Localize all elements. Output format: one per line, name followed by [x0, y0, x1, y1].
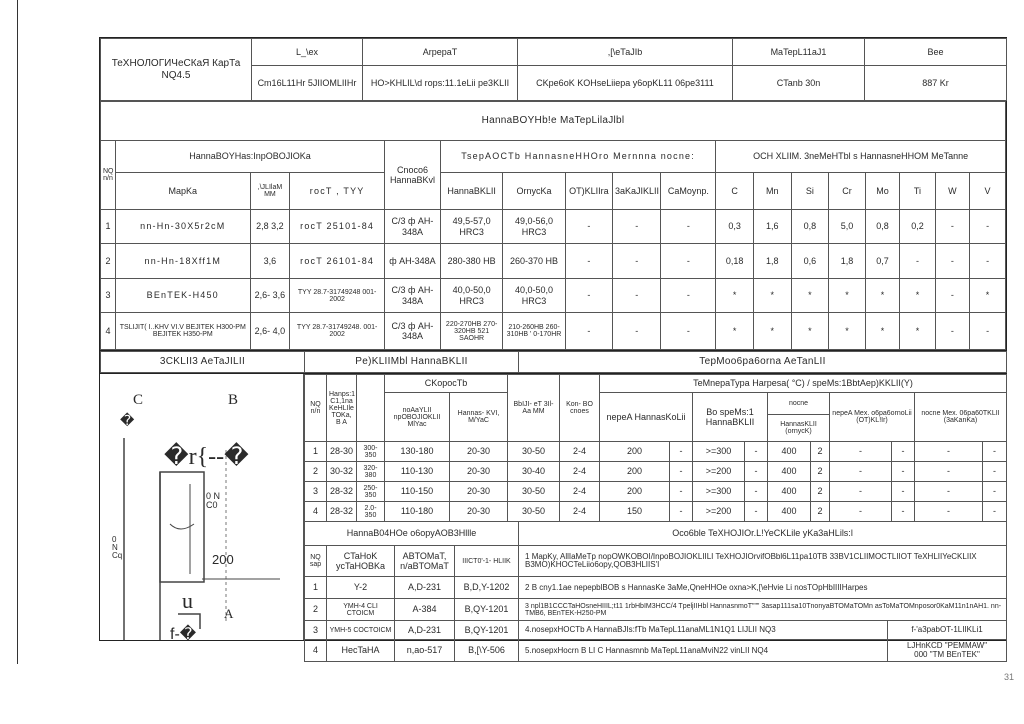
sketch-dimension: 200: [212, 552, 234, 567]
chem-value: 1,8: [753, 244, 791, 278]
temp: -: [915, 442, 983, 462]
hardness: 280-380 HB: [440, 244, 502, 278]
heat-treatment-title: TepMoo6pa6orna AeTanLII: [519, 352, 1007, 373]
sketch-label-u: u: [182, 588, 193, 613]
chem-value: 1,6: [753, 209, 791, 243]
hardness: 49,0-56,0 HRC3: [503, 209, 565, 243]
time: -: [892, 502, 915, 522]
temp-mech-after-header: nocne Mex. 06pa60TKLII (3aKanKa): [915, 393, 1007, 442]
chem-value: -: [970, 313, 1006, 350]
layers: 2-4: [560, 462, 600, 482]
wire-diameter: 2,6- 3,6: [250, 278, 290, 312]
row-num: 1: [305, 577, 327, 599]
after-quench-header: 3aKaJIKLII: [613, 173, 661, 210]
wire-group-header: HannaBOYHas:InpOBOJIOKa: [116, 141, 385, 173]
temp: 200: [600, 462, 670, 482]
time: -: [670, 482, 693, 502]
voltage: 30-32: [327, 462, 357, 482]
temp: 400: [768, 482, 811, 502]
temp: -: [915, 482, 983, 502]
time: 2: [811, 482, 830, 502]
chem-value: *: [716, 313, 754, 350]
chem-value: 5,0: [829, 209, 866, 243]
voltage: 28-32: [327, 482, 357, 502]
materials-block: [100, 101, 1006, 351]
hardness: -: [661, 244, 716, 278]
hardness: -: [661, 209, 716, 243]
notes-footer-2: [519, 640, 1007, 662]
automat: A-384: [395, 599, 455, 621]
row-num: 1: [101, 209, 116, 243]
val-aggregate: HO>KHLIL\d rops:11.1eLii pe3KLII: [363, 66, 518, 101]
automat: n,ao-517: [395, 640, 455, 662]
equip-stand-header: CTaHoK ycTaHOBKa: [327, 546, 395, 577]
method: C/3 ф AH-348A: [384, 313, 440, 350]
chem-value: -: [935, 244, 969, 278]
chem-value: *: [791, 278, 829, 312]
chem-value: 0,3: [716, 209, 754, 243]
gost: rocT 25101-84: [290, 209, 385, 243]
step: 30-50: [508, 502, 560, 522]
wire-mark: nn-Hn-30X5r2cM: [116, 209, 250, 243]
after-hardening-header: CaMoynp.: [661, 173, 716, 210]
time: -: [983, 482, 1007, 502]
wire-mark: BEnTEK-H450: [116, 278, 250, 312]
step: 30-50: [508, 442, 560, 462]
hardness-group-header: TsepAOCTb HannasneHHOro Mernnna nocne:: [440, 141, 715, 173]
time: -: [745, 462, 768, 482]
temp: 400: [768, 462, 811, 482]
power-source: B,D,Y-1202: [455, 577, 519, 599]
temp: -: [830, 442, 892, 462]
gost: TYY 28.7-31749248. 001-2002: [290, 313, 385, 350]
note-5: 5.nosepxHocrn B LI C Hannasmnb MaTepL11anaMviN22 vinLII NQ4: [525, 645, 769, 655]
table-row: [101, 244, 1006, 278]
method-header: Cnoco6 HannaBKvl: [384, 141, 440, 210]
sketch-body: [160, 472, 204, 582]
automat: A,D-231: [395, 621, 455, 640]
table-row: [305, 640, 1007, 662]
temp: 150: [600, 502, 670, 522]
time: 2: [811, 462, 830, 482]
time: -: [983, 502, 1007, 522]
section-header-row: [100, 351, 1006, 374]
chem-value: 0,8: [865, 209, 899, 243]
header-block: [100, 38, 1006, 101]
mark-header: MapKa: [116, 173, 250, 210]
temp-mech-before-header: nepeA Mex. o6pa6ornoLii (OT)KL!Ir): [830, 393, 915, 442]
col-head-aggregate: ArpераТ: [363, 39, 518, 66]
power-source: B,[\Y-506: [455, 640, 519, 662]
voltage: 28-30: [327, 442, 357, 462]
equipment-block: [304, 521, 1006, 659]
feed-speed: 110-130: [385, 462, 450, 482]
row-num: 3: [305, 621, 327, 640]
table-row: [305, 442, 1007, 462]
hardness: 260-370 HB: [503, 244, 565, 278]
hardness: -: [613, 278, 661, 312]
time: -: [670, 502, 693, 522]
sketch-symbol-2: �r{--�: [164, 444, 249, 470]
row-num: 4: [305, 640, 327, 662]
chem-value: *: [791, 313, 829, 350]
wire-diameter: 2,8 3,2: [250, 209, 290, 243]
element-si: Si: [791, 173, 829, 210]
company-1: LJHnKCD "PEMMAW": [906, 640, 988, 650]
automat: A,D-231: [395, 577, 455, 599]
voltage-header: Hanps:1 C1,1na KeHLIle TOKa, B A: [327, 375, 357, 442]
hardness: 220-270HB 270-320HB 521 SAOHR: [440, 313, 502, 350]
hardness: -: [565, 313, 612, 350]
temp: >=200: [693, 462, 745, 482]
feed-speed: 110-180: [385, 502, 450, 522]
time: -: [745, 442, 768, 462]
chem-value: -: [935, 313, 969, 350]
chem-value: 0,8: [791, 209, 829, 243]
hardness: -: [565, 209, 612, 243]
page-number: 31: [1004, 672, 1015, 682]
power-source: B,QY-1201: [455, 621, 519, 640]
hardness: 210-260HB 260-310HB ' 0-170HR: [503, 313, 565, 350]
temp: -: [830, 502, 892, 522]
modes-title: Pe)KLIIMbl HannaBKLII: [305, 352, 519, 373]
layers-header: Kon- BO cnoes: [560, 375, 600, 442]
row-num: 3: [305, 482, 327, 502]
chem-value: *: [829, 313, 866, 350]
chem-value: *: [900, 278, 936, 312]
temp: 400: [768, 442, 811, 462]
layers: 2-4: [560, 442, 600, 462]
stand: YMH-4 CLI CTOICM: [327, 599, 395, 621]
chem-value: 0,18: [716, 244, 754, 278]
time: -: [892, 442, 915, 462]
table-row: [101, 313, 1006, 350]
element-mn: Mn: [753, 173, 791, 210]
tech-card-sheet: [99, 37, 1007, 659]
wire-diameter: 2,6- 4,0: [250, 313, 290, 350]
chem-value: 0,7: [865, 244, 899, 278]
temp: >=300: [693, 482, 745, 502]
time: 2: [811, 502, 830, 522]
element-w: W: [935, 173, 969, 210]
gost: TYY 28.7-31749248 001-2002: [290, 278, 385, 312]
current: 320-380: [357, 462, 385, 482]
chem-value: 0,2: [900, 209, 936, 243]
note-3: 3 npl1B1CCCTaHOsneHIIIL;t11 1rbHbIM3HCC/4 TpeljIIHbl HannasnmoT""" 3asap111sa10TnonyaBTOMaTOMn asToMaTOMnposor0KaM11n1nAH1. nn-TMB6, BEnTEK-H250-PM: [519, 599, 1007, 621]
margin-line: [17, 0, 18, 664]
sketch-area: [100, 374, 304, 643]
chem-value: *: [865, 313, 899, 350]
temp: -: [830, 462, 892, 482]
gost-header: rocT , TYY: [290, 173, 385, 210]
chem-value: -: [935, 209, 969, 243]
element-mo: Mo: [865, 173, 899, 210]
card-title: ТеХНОЛОГИЧеСКаЯ КарТа NQ4.5: [101, 39, 252, 101]
row-num: 3: [101, 278, 116, 312]
temp: -: [915, 502, 983, 522]
method: ф AH-348A: [384, 244, 440, 278]
temp: >=200: [693, 502, 745, 522]
wire-diameter: 3,6: [250, 244, 290, 278]
feed-speed-header: noAaYLII npOBOJIOKLII MlYac: [385, 393, 450, 442]
chem-value: *: [970, 278, 1006, 312]
table-row: [305, 599, 1007, 621]
temp: >=300: [693, 442, 745, 462]
time: -: [983, 442, 1007, 462]
chem-value: *: [900, 313, 936, 350]
temp: 400: [768, 502, 811, 522]
temp-during-header: Bo speMs:1 HannaBKLII: [693, 393, 768, 442]
step-header: BbIJI- eT 3Il-Aa MM: [508, 375, 560, 442]
materials-title: HannaBOYHb!e MaTepLilaJlbl: [101, 102, 1006, 141]
weld-speed: 20-30: [450, 502, 508, 522]
nq-header: NQ n/n: [101, 141, 116, 210]
row-num: 4: [101, 313, 116, 350]
time: -: [983, 462, 1007, 482]
col-head-weight: Bee: [865, 39, 1007, 66]
chem-value: -: [970, 209, 1006, 243]
layers: 2-4: [560, 482, 600, 502]
chem-group-header: OCH XLIIM. 3neMeHTbl s HannasneHHOM MeTanne: [716, 141, 1006, 173]
chem-value: -: [900, 244, 936, 278]
equip-auto-header: ABTOMaT, n/aBTOMaT: [395, 546, 455, 577]
chem-value: *: [716, 278, 754, 312]
time: -: [670, 462, 693, 482]
layers: 2-4: [560, 502, 600, 522]
developer-label: f-'a3pabOT-1LIIKLi1: [887, 621, 1006, 639]
note-4: 4.nosepxHOCTb A HannaBJIs:fTb MaTepL11anaML1N1Q1 LIJLII NQ3: [525, 625, 776, 635]
element-cr: Cr: [829, 173, 866, 210]
hardness: -: [613, 209, 661, 243]
time: 2: [811, 442, 830, 462]
col-head-detail: L_\ex: [252, 39, 363, 66]
table-row: [101, 278, 1006, 312]
temp-after-header: HannasKLII (ornycK): [768, 415, 830, 442]
feed-speed: 130-180: [385, 442, 450, 462]
val-material: CTanb 30n: [733, 66, 865, 101]
chem-value: *: [753, 278, 791, 312]
hardness: -: [661, 278, 716, 312]
val-detail: Cm16L11Hr 5JIIOMLIIHr: [252, 66, 363, 101]
row-num: 2: [101, 244, 116, 278]
step: 30-50: [508, 482, 560, 502]
modes-block: [304, 374, 1006, 521]
chem-value: 0,6: [791, 244, 829, 278]
sketch-title: 3CKLII3 AeTaJILII: [101, 352, 305, 373]
row-num: 2: [305, 462, 327, 482]
current: 2.0-350: [357, 502, 385, 522]
table-row: [305, 502, 1007, 522]
hardness: 49,5-57,0 HRC3: [440, 209, 502, 243]
chem-value: -: [935, 278, 969, 312]
row-num: 1: [305, 442, 327, 462]
note-1: 1 MapKy, AllIaMeTp nopOWKOBOI/InpoBOJIOKLIILI TeXHOJIOrvifOBbl6L11pa10TB 33BV1CLIIMOCTLIIOT TeXHLIIYeCKLIIX B3MO)KHOCTeLiio6opy,QOB3HLIIS'I: [519, 546, 1007, 577]
sketch-label-n1: 0 N C0: [206, 491, 221, 510]
notes-footer: [519, 621, 1007, 640]
current: 250-350: [357, 482, 385, 502]
sketch-symbol-3: f-�: [170, 626, 197, 643]
col-head-part: ,[\еТаJIb: [518, 39, 733, 66]
time: -: [892, 462, 915, 482]
hardness: -: [661, 313, 716, 350]
hardness: 40,0-50,0 HRC3: [440, 278, 502, 312]
note-2: 2 B cny1.1ae nepepblBOB s HannasKe 3aMe,QneHHOe oxna>K,[\eHvie Li nosTOpHbIIIIHarpes: [519, 577, 1007, 599]
val-weight: 887 Kr: [865, 66, 1007, 101]
chem-value: -: [970, 244, 1006, 278]
current-header: [357, 375, 385, 442]
weld-speed: 20-30: [450, 462, 508, 482]
time: -: [745, 502, 768, 522]
equip-nq-header: NQ sap: [305, 546, 327, 577]
element-v: V: [970, 173, 1006, 210]
modes-nq-header: NQ n/n: [305, 375, 327, 442]
weld-speed: 20-30: [450, 442, 508, 462]
chem-value: 1,8: [829, 244, 866, 278]
temp-group-header: TeMnepaTypa Harpesa( °C) / speMs:1BbtAep)KKLII(Y): [600, 375, 1007, 393]
row-num: 2: [305, 599, 327, 621]
table-row: [305, 462, 1007, 482]
col-head-material: MaTepL11aJ1: [733, 39, 865, 66]
temp-after-group: nocne: [768, 393, 830, 415]
chem-value: *: [829, 278, 866, 312]
method: C/3 ф AH-348A: [384, 278, 440, 312]
sketch-label-n2: 0 N Cq: [112, 535, 123, 560]
table-row: [101, 209, 1006, 243]
after-annealing-header: OT)KLIIra: [565, 173, 612, 210]
hardness: -: [613, 313, 661, 350]
step: 30-40: [508, 462, 560, 482]
temp: 200: [600, 482, 670, 502]
hardness: -: [565, 278, 612, 312]
current: 300-350: [357, 442, 385, 462]
chem-value: *: [865, 278, 899, 312]
time: -: [670, 442, 693, 462]
temp: -: [915, 462, 983, 482]
stand: Y-2: [327, 577, 395, 599]
chem-value: *: [753, 313, 791, 350]
hardness: -: [565, 244, 612, 278]
table-row: [305, 482, 1007, 502]
weld-speed-header: Hannas- KVI, M/YaC: [450, 393, 508, 442]
val-part: CKpe6oK KOHseLiiepa y6opKL11 06pe3111: [518, 66, 733, 101]
gost: rocT 26101-84: [290, 244, 385, 278]
row-num: 4: [305, 502, 327, 522]
sketch-label-b: B: [228, 392, 239, 408]
companies: [887, 640, 1006, 661]
temp-before-header: nepeA HannasKoLii: [600, 393, 693, 442]
company-2: 000 "TM BEnTEK": [914, 649, 980, 659]
features-title: Oco6ble TeXHOJIOr.L!YeCKLile yKa3aHLils:l: [519, 522, 1007, 546]
sketch-label-c: C: [133, 392, 144, 408]
wire-mark: nn-Hn-18Xff1M: [116, 244, 250, 278]
power-source: B,QY-1201: [455, 599, 519, 621]
stand: YMH-5 COCTOICM: [327, 621, 395, 640]
stand: HecTaHA: [327, 640, 395, 662]
time: -: [892, 482, 915, 502]
speed-group-header: CKoрocTb: [385, 375, 508, 393]
equipment-title: HannaB04HOe o6opyAOB3Hllle: [305, 522, 519, 546]
after-tempering-header: OrnycKa: [503, 173, 565, 210]
after-welding-header: HannaBKLII: [440, 173, 502, 210]
temp: 200: [600, 442, 670, 462]
temp: -: [830, 482, 892, 502]
element-ti: Ti: [900, 173, 936, 210]
voltage: 28-32: [327, 502, 357, 522]
equip-source-header: IIICT0'-1- HLIIK: [455, 546, 519, 577]
diameter-header: ,\JLIlaM MM: [250, 173, 290, 210]
hardness: -: [613, 244, 661, 278]
sketch-symbol-1: �: [120, 412, 135, 428]
wire-mark: TSLIJIT( I..KHV VI.V BEJITEK H300-PM BEJITEK H350-PM: [116, 313, 250, 350]
time: -: [745, 482, 768, 502]
sketch-label-a: A: [224, 606, 234, 621]
element-c: C: [716, 173, 754, 210]
feed-speed: 110-150: [385, 482, 450, 502]
weld-speed: 20-30: [450, 482, 508, 502]
table-row: [305, 577, 1007, 599]
table-row: [305, 621, 1007, 640]
hardness: 40,0-50,0 HRC3: [503, 278, 565, 312]
method: C/3 ф AH-348A: [384, 209, 440, 243]
